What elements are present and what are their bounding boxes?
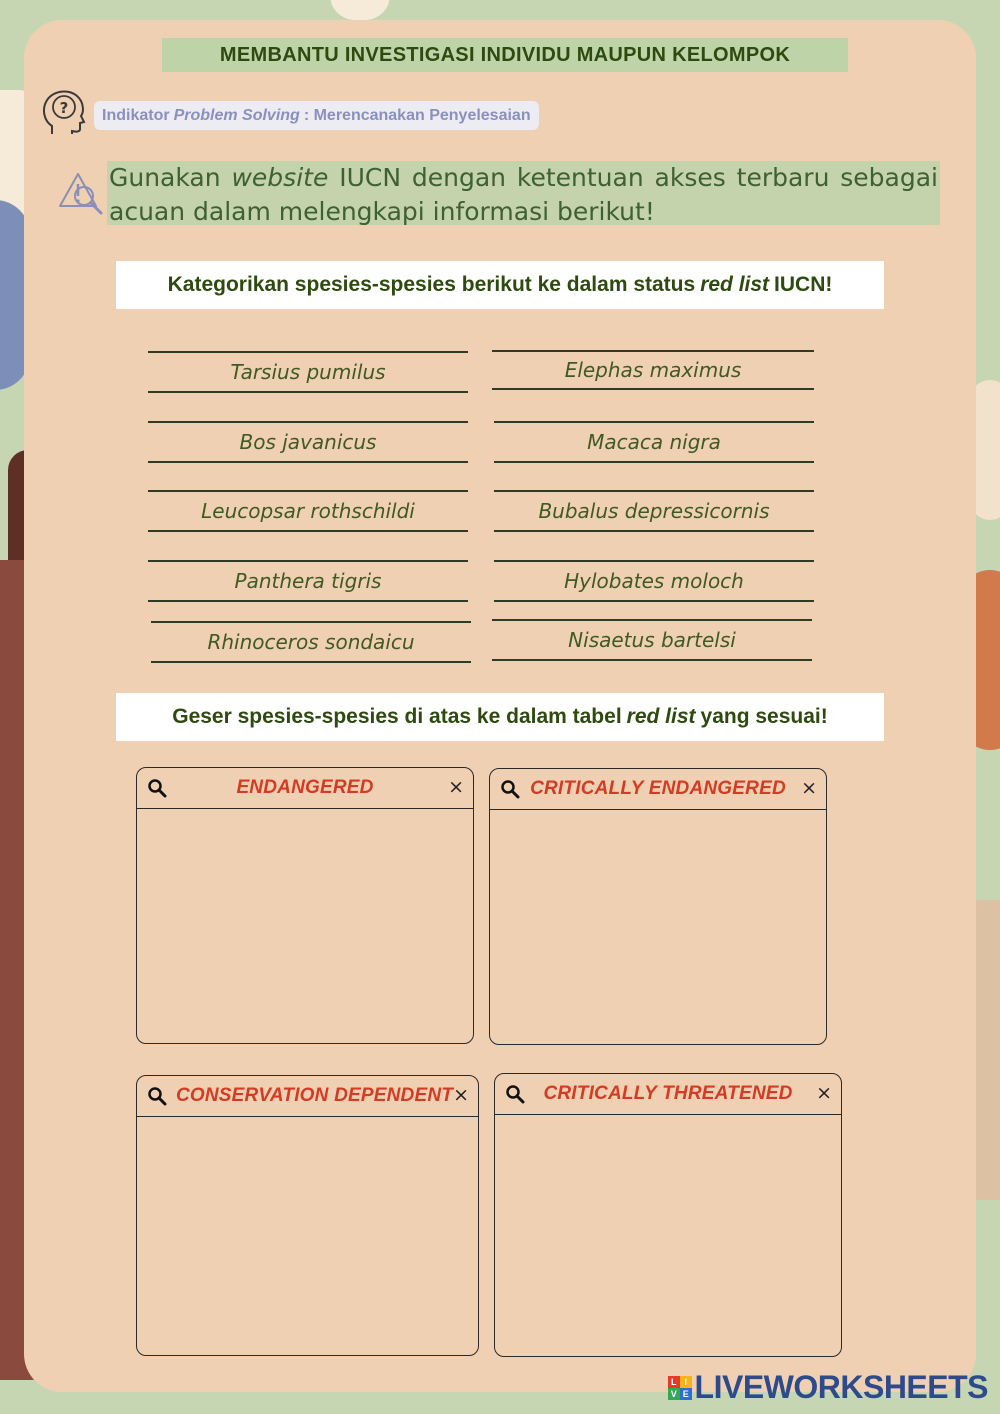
task1-part1: Kategorikan spesies-spesies berikut ke dalam status bbox=[167, 273, 696, 296]
species-item[interactable]: Leucopsar rothschildi bbox=[148, 490, 468, 532]
panel-label: ENDANGERED bbox=[236, 777, 374, 798]
task1-heading bbox=[116, 261, 884, 309]
panel-critically-endangered bbox=[489, 768, 827, 1045]
species-item[interactable]: Macaca nigra bbox=[494, 421, 814, 463]
species-item[interactable]: Bos javanicus bbox=[148, 421, 468, 463]
instruction-part1: Gunakan bbox=[109, 163, 221, 192]
panel-header bbox=[137, 1076, 478, 1117]
panel-header bbox=[495, 1074, 841, 1115]
background-decoration bbox=[330, 0, 390, 20]
panel-critically-threatened bbox=[494, 1073, 842, 1357]
search-icon bbox=[505, 1084, 525, 1104]
species-item[interactable]: Elephas maximus bbox=[492, 350, 814, 390]
species-item[interactable]: Hylobates moloch bbox=[494, 560, 814, 602]
logo-letter: L bbox=[668, 1376, 680, 1388]
species-item[interactable]: Bubalus depressicornis bbox=[494, 490, 814, 532]
task2-part1: Geser spesies-spesies di atas ke dalam tabel bbox=[172, 705, 622, 728]
instruction-part2: IUCN dengan ketentuan akses terbaru sebagai acuan dalam melengkapi informasi berikut! bbox=[109, 163, 939, 226]
species-item[interactable]: Nisaetus bartelsi bbox=[492, 619, 812, 661]
logo-letter: E bbox=[680, 1388, 692, 1400]
drop-zone-critically-endangered[interactable] bbox=[490, 811, 826, 1044]
search-icon bbox=[147, 1086, 167, 1106]
species-item[interactable]: Rhinoceros sondaicu bbox=[151, 621, 471, 663]
close-icon[interactable]: × bbox=[453, 1084, 469, 1106]
logo-letter: I bbox=[680, 1376, 692, 1388]
search-icon bbox=[147, 778, 167, 798]
panel-header bbox=[137, 768, 473, 809]
panel-header bbox=[490, 769, 826, 810]
task2-heading bbox=[116, 693, 884, 741]
liveworksheets-logo bbox=[668, 1369, 988, 1406]
close-icon[interactable]: × bbox=[801, 777, 817, 799]
close-icon[interactable]: × bbox=[448, 776, 464, 798]
task2-part2: yang sesuai! bbox=[700, 705, 828, 728]
instruction-text bbox=[107, 161, 940, 225]
indicator-italic: Problem Solving bbox=[173, 106, 300, 124]
logo-grid-icon bbox=[668, 1376, 692, 1400]
panel-endangered bbox=[136, 767, 474, 1044]
species-item[interactable]: Panthera tigris bbox=[148, 560, 468, 602]
task1-italic: red list bbox=[700, 273, 770, 296]
instruction-italic: website bbox=[231, 163, 329, 192]
page-title: MEMBANTU INVESTIGASI INDIVIDU MAUPUN KELOMPOK bbox=[162, 38, 848, 72]
indicator-badge bbox=[94, 101, 539, 130]
drop-zone-conservation-dependent[interactable] bbox=[137, 1118, 478, 1355]
svg-text:?: ? bbox=[59, 99, 69, 117]
species-item[interactable]: Tarsius pumilus bbox=[148, 351, 468, 393]
panel-label: CRITICALLY ENDANGERED bbox=[530, 778, 786, 799]
panel-label: CRITICALLY THREATENED bbox=[543, 1083, 793, 1104]
search-icon bbox=[500, 779, 520, 799]
drop-zone-critically-threatened[interactable] bbox=[495, 1116, 841, 1356]
logo-letter: V bbox=[668, 1388, 680, 1400]
warning-search-icon bbox=[58, 170, 104, 216]
drop-zone-endangered[interactable] bbox=[137, 810, 473, 1043]
close-icon[interactable]: × bbox=[816, 1082, 832, 1104]
panel-conservation-dependent bbox=[136, 1075, 479, 1356]
brand-name: LIVEWORKSHEETS bbox=[694, 1369, 988, 1405]
task1-part2: IUCN! bbox=[774, 273, 833, 296]
indicator-prefix: Indikator bbox=[102, 106, 170, 124]
panel-label: CONSERVATION DEPENDENT bbox=[175, 1085, 454, 1106]
indicator-suffix: : Merencanakan Penyelesaian bbox=[303, 106, 531, 124]
head-question-icon bbox=[38, 86, 88, 138]
task2-italic: red list bbox=[626, 705, 696, 728]
